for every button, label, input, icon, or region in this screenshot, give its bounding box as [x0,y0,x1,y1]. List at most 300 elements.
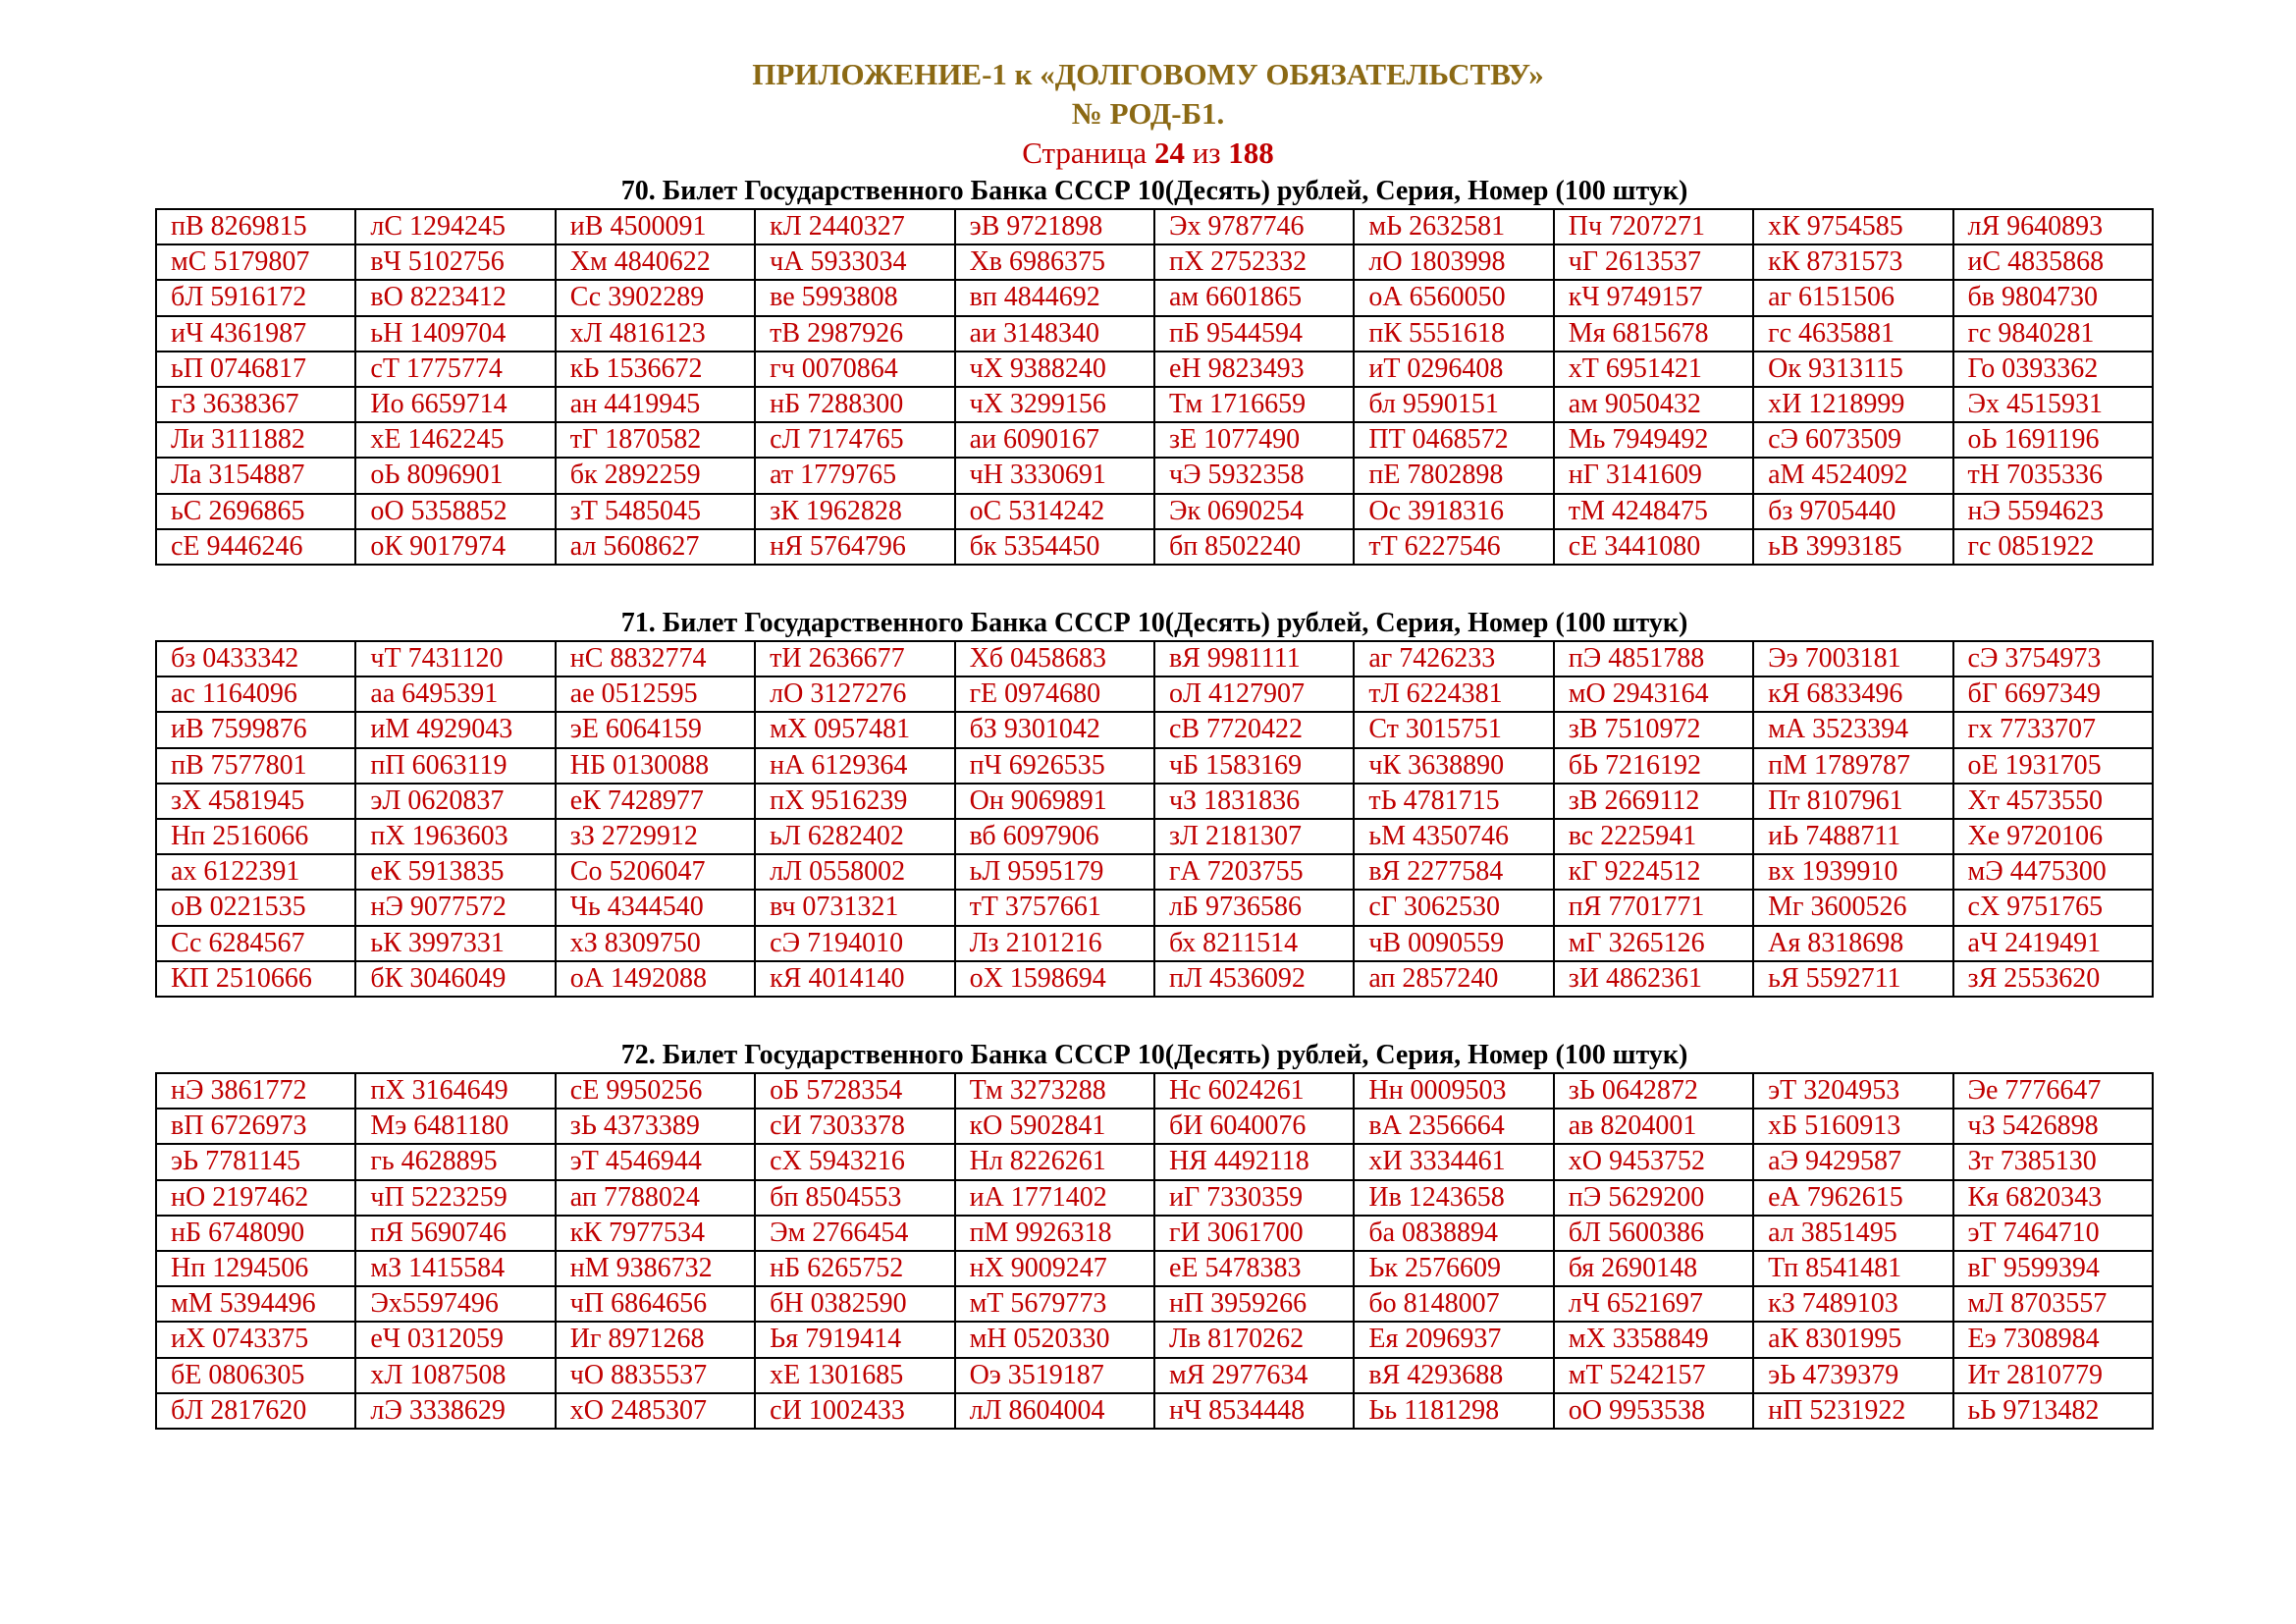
serial-number-cell: гИ 3061700 [1154,1216,1354,1251]
serial-number-cell: вп 4844692 [955,280,1154,315]
serial-number-cell: Лв 8170262 [1154,1322,1354,1357]
serial-number-cell: Оэ 3519187 [955,1358,1154,1393]
serial-number-cell: пВ 7577801 [156,748,355,784]
serial-number-cell: Ьь 1181298 [1354,1393,1553,1429]
serial-number-cell: мЛ 8703557 [1953,1286,2153,1322]
serial-number-cell: мС 5179807 [156,244,355,280]
serial-number-cell: Ст 3015751 [1354,712,1553,747]
serial-number-cell: ал 5608627 [556,529,755,565]
table-row [156,784,2153,819]
serial-number-cell: хЛ 1087508 [355,1358,555,1393]
serial-number-cell: нЯ 5764796 [755,529,954,565]
serial-number-cell: лЛ 0558002 [755,854,954,890]
serial-number-cell: НЯ 4492118 [1154,1144,1354,1179]
serial-number-cell: бо 8148007 [1354,1286,1553,1322]
serial-number-cell: сЕ 9950256 [556,1073,755,1109]
serial-number-cell: вЯ 9981111 [1154,641,1354,677]
serial-number-cell: бк 5354450 [955,529,1154,565]
serial-number-cell: ам 9050432 [1554,387,1753,422]
serial-number-cell: аМ 4524092 [1753,458,1952,493]
serial-number-cell: Сс 6284567 [156,926,355,961]
serial-number-cell: зХ 4581945 [156,784,355,819]
table-row [156,926,2153,961]
table-row [156,1393,2153,1429]
serial-number-cell: тЛ 6224381 [1354,677,1553,712]
serial-number-cell: чК 3638890 [1354,748,1553,784]
serial-number-cell: КП 2510666 [156,961,355,997]
serial-number-cell: нГ 3141609 [1554,458,1753,493]
serial-number-cell: зВ 7510972 [1554,712,1753,747]
serial-number-cell: оВ 0221535 [156,890,355,925]
serial-number-cell: сЕ 3441080 [1554,529,1753,565]
serial-number-cell: зВ 2669112 [1554,784,1753,819]
serial-number-cell: тГ 1870582 [556,422,755,458]
serial-number-cell: Нс 6024261 [1154,1073,1354,1109]
serial-number-cell: кК 7977534 [556,1216,755,1251]
serial-number-cell: Еэ 7308984 [1953,1322,2153,1357]
serial-number-cell: оЛ 4127907 [1154,677,1354,712]
serial-number-cell: бК 3046049 [355,961,555,997]
serial-number-cell: лЯ 9640893 [1953,209,2153,244]
block-title: 72. Билет Государственного Банка СССР 10(Десять) рублей, Серия, Номер (100 штук) [620,1040,1688,1070]
serial-number-cell: зИ 4862361 [1554,961,1753,997]
serial-number-cell: аг 6151506 [1753,280,1952,315]
serial-number-cell: аи 3148340 [955,316,1154,352]
serial-number-cell: эТ 3204953 [1753,1073,1952,1109]
serial-number-cell: ПТ 0468572 [1354,422,1553,458]
serial-number-cell: Ос 3918316 [1354,494,1553,529]
serial-number-cell: Эх5597496 [355,1286,555,1322]
serial-number-cell: пБ 9544594 [1154,316,1354,352]
serial-number-cell: лС 1294245 [355,209,555,244]
serial-number-cell: зЗ 2729912 [556,819,755,854]
table-row [156,1073,2153,1109]
serial-number-cell: лО 3127276 [755,677,954,712]
serial-number-cell: ьС 2696865 [156,494,355,529]
serial-number-cell: кЯ 4014140 [755,961,954,997]
serial-number-cell: сЭ 6073509 [1753,422,1952,458]
serial-number-cell: Кя 6820343 [1953,1180,2153,1216]
serial-number-cell: зЯ 2553620 [1953,961,2153,997]
serial-number-cell: гс 0851922 [1953,529,2153,565]
serial-number-cell: Ла 3154887 [156,458,355,493]
serial-number-cell: Хб 0458683 [955,641,1154,677]
serial-number-cell: сТ 1775774 [355,352,555,387]
serial-number-cell: бГ 6697349 [1953,677,2153,712]
serial-number-cell: вА 2356664 [1354,1109,1553,1144]
serial-number-cell: гх 7733707 [1953,712,2153,747]
serial-number-cell: ьЯ 5592711 [1753,961,1952,997]
serial-number-cell: нЭ 3861772 [156,1073,355,1109]
serial-number-cell: ам 6601865 [1154,280,1354,315]
serial-number-cell: чА 5933034 [755,244,954,280]
serial-number-cell: пВ 8269815 [156,209,355,244]
serial-number-cell: мМ 5394496 [156,1286,355,1322]
serial-number-cell: иА 1771402 [955,1180,1154,1216]
serial-number-cell: нП 3959266 [1154,1286,1354,1322]
serial-number-cell: эЛ 0620837 [355,784,555,819]
serial-number-cell: пЯ 5690746 [355,1216,555,1251]
banknote-block-71 [155,607,2154,998]
serial-number-cell: ал 3851495 [1753,1216,1952,1251]
serial-number-cell: иВ 7599876 [156,712,355,747]
serial-number-cell: чЭ 5932358 [1154,458,1354,493]
serial-number-cell: Мя 6815678 [1554,316,1753,352]
serial-number-cell: Эх 4515931 [1953,387,2153,422]
serial-number-cell: еЧ 0312059 [355,1322,555,1357]
serial-number-cell: мН 0520330 [955,1322,1154,1357]
serial-number-cell: пЯ 7701771 [1554,890,1753,925]
serial-number-cell: мГ 3265126 [1554,926,1753,961]
serial-number-cell: бк 2892259 [556,458,755,493]
serial-number-cell: ба 0838894 [1354,1216,1553,1251]
serial-number-cell: Тм 3273288 [955,1073,1154,1109]
serial-number-cell: нЧ 8534448 [1154,1393,1354,1429]
page-prefix: Страница [1022,135,1154,170]
serial-number-cell: пК 5551618 [1354,316,1553,352]
serial-number-cell: чГ 2613537 [1554,244,1753,280]
serial-number-cell: вО 8223412 [355,280,555,315]
serial-number-cell: бЬ 7216192 [1554,748,1753,784]
page-current: 24 [1153,135,1185,170]
serial-number-cell: эВ 9721898 [955,209,1154,244]
serial-number-cell: пХ 2752332 [1154,244,1354,280]
serial-number-cell: оА 1492088 [556,961,755,997]
serial-number-cell: Со 5206047 [556,854,755,890]
serial-number-cell: бх 8211514 [1154,926,1354,961]
serial-number-cell: Эх 9787746 [1154,209,1354,244]
serial-number-cell: кГ 9224512 [1554,854,1753,890]
serial-number-cell: Ив 1243658 [1354,1180,1553,1216]
serial-number-cell: вс 2225941 [1554,819,1753,854]
serial-number-cell: кЯ 6833496 [1753,677,1952,712]
serial-number-cell: аЭ 9429587 [1753,1144,1952,1179]
banknote-block-70 [155,175,2154,566]
serial-number-cell: ьЛ 6282402 [755,819,954,854]
serial-number-cell: пХ 3164649 [355,1073,555,1109]
serial-number-cell: сЕ 9446246 [156,529,355,565]
serial-number-cell: оА 6560050 [1354,280,1553,315]
serial-number-cell: чХ 9388240 [955,352,1154,387]
serial-number-cell: чТ 7431120 [355,641,555,677]
table-row [156,387,2153,422]
table-row [156,890,2153,925]
serial-number-cell: лБ 9736586 [1154,890,1354,925]
table-row [156,529,2153,565]
serial-number-cell: бл 9590151 [1354,387,1553,422]
serial-number-cell: чЗ 5426898 [1953,1109,2153,1144]
table-row [156,422,2153,458]
serial-number-cell: кЬ 1536672 [556,352,755,387]
serial-number-cell: бз 0433342 [156,641,355,677]
table-row [156,712,2153,747]
serial-number-cell: нХ 9009247 [955,1251,1154,1286]
serial-number-cell: аг 7426233 [1354,641,1553,677]
serial-number-cell: хО 9453752 [1554,1144,1753,1179]
serial-number-cell: Пч 7207271 [1554,209,1753,244]
serial-number-cell: оБ 5728354 [755,1073,954,1109]
serial-number-cell: сЭ 7194010 [755,926,954,961]
serial-number-cell: нБ 7288300 [755,387,954,422]
page-indicator [0,135,2296,171]
serial-number-cell: иМ 4929043 [355,712,555,747]
serial-number-cell: Тп 8541481 [1753,1251,1952,1286]
serial-number-cell: сИ 7303378 [755,1109,954,1144]
serial-number-cell: пМ 1789787 [1753,748,1952,784]
serial-number-cell: хО 2485307 [556,1393,755,1429]
serial-number-cell: иЬ 7488711 [1753,819,1952,854]
serial-number-cell: еК 5913835 [355,854,555,890]
serial-number-cell: пЧ 6926535 [955,748,1154,784]
serial-number-cell: Хм 4840622 [556,244,755,280]
serial-number-cell: бз 9705440 [1753,494,1952,529]
serial-number-cell: зЕ 1077490 [1154,422,1354,458]
serial-number-cell: ьК 3997331 [355,926,555,961]
serial-number-cell: кЗ 7489103 [1753,1286,1952,1322]
serial-number-cell: Ио 6659714 [355,387,555,422]
serial-number-cell: бИ 6040076 [1154,1109,1354,1144]
serial-number-cell: Нн 0009503 [1354,1073,1553,1109]
serial-number-cell: ап 2857240 [1354,961,1553,997]
serial-number-cell: хК 9754585 [1753,209,1952,244]
serial-number-cell: Чь 4344540 [556,890,755,925]
table-row [156,1180,2153,1216]
document-number: № РОД-Б1. [1071,96,1225,131]
serial-number-cell: нО 2197462 [156,1180,355,1216]
serial-number-cell: гА 7203755 [1154,854,1354,890]
serial-number-cell: сХ 5943216 [755,1144,954,1179]
serial-number-cell: хИ 3334461 [1354,1144,1553,1179]
serial-number-cell: тТ 3757661 [955,890,1154,925]
serial-number-cell: оЕ 1931705 [1953,748,2153,784]
table-row [156,677,2153,712]
serial-number-cell: оО 5358852 [355,494,555,529]
serial-number-cell: ав 8204001 [1554,1109,1753,1144]
serial-number-cell: иТ 0296408 [1354,352,1553,387]
table-row [156,280,2153,315]
table-row [156,1286,2153,1322]
serial-number-cell: кО 5902841 [955,1109,1154,1144]
serial-number-cell: оЬ 8096901 [355,458,555,493]
serial-number-cell: иХ 0743375 [156,1322,355,1357]
serial-number-cell: Зт 7385130 [1953,1144,2153,1179]
serial-number-cell: оС 5314242 [955,494,1154,529]
serial-number-cell: пЛ 4536092 [1154,961,1354,997]
serial-number-cell: бЕ 0806305 [156,1358,355,1393]
serial-number-cell: хИ 1218999 [1753,387,1952,422]
serial-number-cell: мЗ 1415584 [355,1251,555,1286]
table-row [156,748,2153,784]
serial-number-cell: пХ 1963603 [355,819,555,854]
table-row [156,1358,2153,1393]
serial-number-cell: Нп 2516066 [156,819,355,854]
serial-number-cell: ьЛ 9595179 [955,854,1154,890]
table-row [156,244,2153,280]
page-total: 188 [1228,135,1274,170]
serial-number-cell: оХ 1598694 [955,961,1154,997]
serial-number-cell: вП 6726973 [156,1109,355,1144]
serial-number-cell: Го 0393362 [1953,352,2153,387]
document-title: ПРИЛОЖЕНИЕ-1 к «ДОЛГОВОМУ ОБЯЗАТЕЛЬСТВУ» [752,57,1544,91]
serial-number-cell: нА 6129364 [755,748,954,784]
serial-number-cell: тН 7035336 [1953,458,2153,493]
serial-number-cell: Хе 9720106 [1953,819,2153,854]
serial-number-cell: ве 5993808 [755,280,954,315]
serial-number-cell: эЬ 7781145 [156,1144,355,1179]
serial-number-cell: чП 6864656 [556,1286,755,1322]
serial-number-cell: Сс 3902289 [556,280,755,315]
serial-number-cell: оО 9953538 [1554,1393,1753,1429]
serial-number-cell: мЬ 2632581 [1354,209,1553,244]
serial-number-cell: кЛ 2440327 [755,209,954,244]
serial-number-cell: Ок 9313115 [1753,352,1952,387]
table-row [156,1216,2153,1251]
serial-number-cell: ат 1779765 [755,458,954,493]
serial-number-cell: сЛ 7174765 [755,422,954,458]
serial-number-cell: Мь 7949492 [1554,422,1753,458]
serial-number-cell: аК 8301995 [1753,1322,1952,1357]
page-middle: из [1184,135,1229,170]
serial-number-cell: Хв 6986375 [955,244,1154,280]
table-row [156,961,2153,997]
serial-number-cell: тЬ 4781715 [1354,784,1553,819]
table-row [156,458,2153,493]
serial-number-cell: НБ 0130088 [556,748,755,784]
table-row [156,1322,2153,1357]
serial-number-cell: чБ 1583169 [1154,748,1354,784]
serial-number-cell: нМ 9386732 [556,1251,755,1286]
serial-number-cell: лЭ 3338629 [355,1393,555,1429]
serial-number-cell: тМ 4248475 [1554,494,1753,529]
serial-number-cell: Ит 2810779 [1953,1358,2153,1393]
table-row [156,1109,2153,1144]
serial-number-cell: Ли 3111882 [156,422,355,458]
serial-number-cell: аи 6090167 [955,422,1154,458]
serial-number-cell: чН 3330691 [955,458,1154,493]
serial-number-cell: зЬ 4373389 [556,1109,755,1144]
serial-number-cell: эЕ 6064159 [556,712,755,747]
serial-number-cell: Эм 2766454 [755,1216,954,1251]
serial-number-cell: еА 7962615 [1753,1180,1952,1216]
serial-number-cell: еЕ 5478383 [1154,1251,1354,1286]
table-row [156,209,2153,244]
serial-number-cell: мХ 0957481 [755,712,954,747]
serial-number-cell: мЯ 2977634 [1154,1358,1354,1393]
serial-number-cell: бЛ 2817620 [156,1393,355,1429]
serial-number-cell: Нл 8226261 [955,1144,1154,1179]
table-row [156,316,2153,352]
serial-number-cell: Эе 7776647 [1953,1073,2153,1109]
serial-number-cell: бЛ 5916172 [156,280,355,315]
serial-number-cell: чВ 0090559 [1354,926,1553,961]
serial-number-cell: Пт 8107961 [1753,784,1952,819]
serial-number-cell: лЛ 8604004 [955,1393,1154,1429]
serial-number-cell: ьН 1409704 [355,316,555,352]
serial-number-cell: вЧ 5102756 [355,244,555,280]
serial-number-cell: гч 0070864 [755,352,954,387]
serial-number-cell: тИ 2636677 [755,641,954,677]
serial-number-cell: мТ 5679773 [955,1286,1154,1322]
serial-number-cell: бя 2690148 [1554,1251,1753,1286]
banknote-block-72 [155,1039,2154,1430]
serial-number-cell: бв 9804730 [1953,280,2153,315]
serial-number-cell: нЭ 9077572 [355,890,555,925]
serial-number-cell: бЗ 9301042 [955,712,1154,747]
serial-number-cell: гс 4635881 [1753,316,1952,352]
block-title: 71. Билет Государственного Банка СССР 10(Десять) рублей, Серия, Номер (100 штук) [620,608,1688,638]
serial-number-cell: эЬ 4739379 [1753,1358,1952,1393]
serial-number-cell: хЕ 1462245 [355,422,555,458]
serial-number-cell: Он 9069891 [955,784,1154,819]
table-row [156,641,2153,677]
serial-number-cell: гЗ 3638367 [156,387,355,422]
serial-number-cell: нС 8832774 [556,641,755,677]
serial-number-cell: лО 1803998 [1354,244,1553,280]
serial-number-cell: вч 0731321 [755,890,954,925]
serial-number-cell: ах 6122391 [156,854,355,890]
serial-number-cell: нП 5231922 [1753,1393,1952,1429]
serial-number-cell: ан 4419945 [556,387,755,422]
serial-number-cell: кК 8731573 [1753,244,1952,280]
serial-number-cell: чХ 3299156 [955,387,1154,422]
serial-number-cell: Мэ 6481180 [355,1109,555,1144]
serial-number-cell: нЭ 5594623 [1953,494,2153,529]
serial-number-cell: ьП 0746817 [156,352,355,387]
serial-number-cell: тТ 6227546 [1354,529,1553,565]
serial-number-cell: ап 7788024 [556,1180,755,1216]
serial-number-cell: Тм 1716659 [1154,387,1354,422]
serial-table [155,208,2154,566]
serial-number-cell: чЗ 1831836 [1154,784,1354,819]
serial-number-cell: ае 0512595 [556,677,755,712]
serial-number-cell: Ээ 7003181 [1753,641,1952,677]
serial-number-cell: вГ 9599394 [1953,1251,2153,1286]
serial-number-cell: пЕ 7802898 [1354,458,1553,493]
serial-number-cell: бп 8502240 [1154,529,1354,565]
serial-number-cell: эТ 4546944 [556,1144,755,1179]
block-title: 70. Билет Государственного Банка СССР 10(Десять) рублей, Серия, Номер (100 штук) [620,176,1688,206]
serial-number-cell: еК 7428977 [556,784,755,819]
serial-number-cell: Ьк 2576609 [1354,1251,1553,1286]
serial-number-cell: бп 8504553 [755,1180,954,1216]
serial-number-cell: зЛ 2181307 [1154,819,1354,854]
serial-number-cell: гЕ 0974680 [955,677,1154,712]
serial-number-cell: гс 9840281 [1953,316,2153,352]
serial-number-cell: нБ 6265752 [755,1251,954,1286]
serial-number-cell: хЗ 8309750 [556,926,755,961]
serial-number-cell: Эк 0690254 [1154,494,1354,529]
serial-number-cell: тВ 2987926 [755,316,954,352]
serial-number-cell: оЬ 1691196 [1953,422,2153,458]
serial-number-cell: сЭ 3754973 [1953,641,2153,677]
serial-number-cell: зТ 5485045 [556,494,755,529]
serial-number-cell: кЧ 9749157 [1554,280,1753,315]
serial-number-cell: аЧ 2419491 [1953,926,2153,961]
serial-number-cell: пЭ 4851788 [1554,641,1753,677]
serial-number-cell: хЕ 1301685 [755,1358,954,1393]
serial-number-cell: ьЬ 9713482 [1953,1393,2153,1429]
serial-number-cell: хЛ 4816123 [556,316,755,352]
serial-number-cell: Мг 3600526 [1753,890,1952,925]
serial-number-cell: Ья 7919414 [755,1322,954,1357]
serial-table [155,640,2154,998]
serial-number-cell: аа 6495391 [355,677,555,712]
serial-number-cell: еН 9823493 [1154,352,1354,387]
serial-number-cell: мТ 5242157 [1554,1358,1753,1393]
serial-number-cell: вЯ 2277584 [1354,854,1553,890]
serial-number-cell: ас 1164096 [156,677,355,712]
serial-number-cell: иВ 4500091 [556,209,755,244]
